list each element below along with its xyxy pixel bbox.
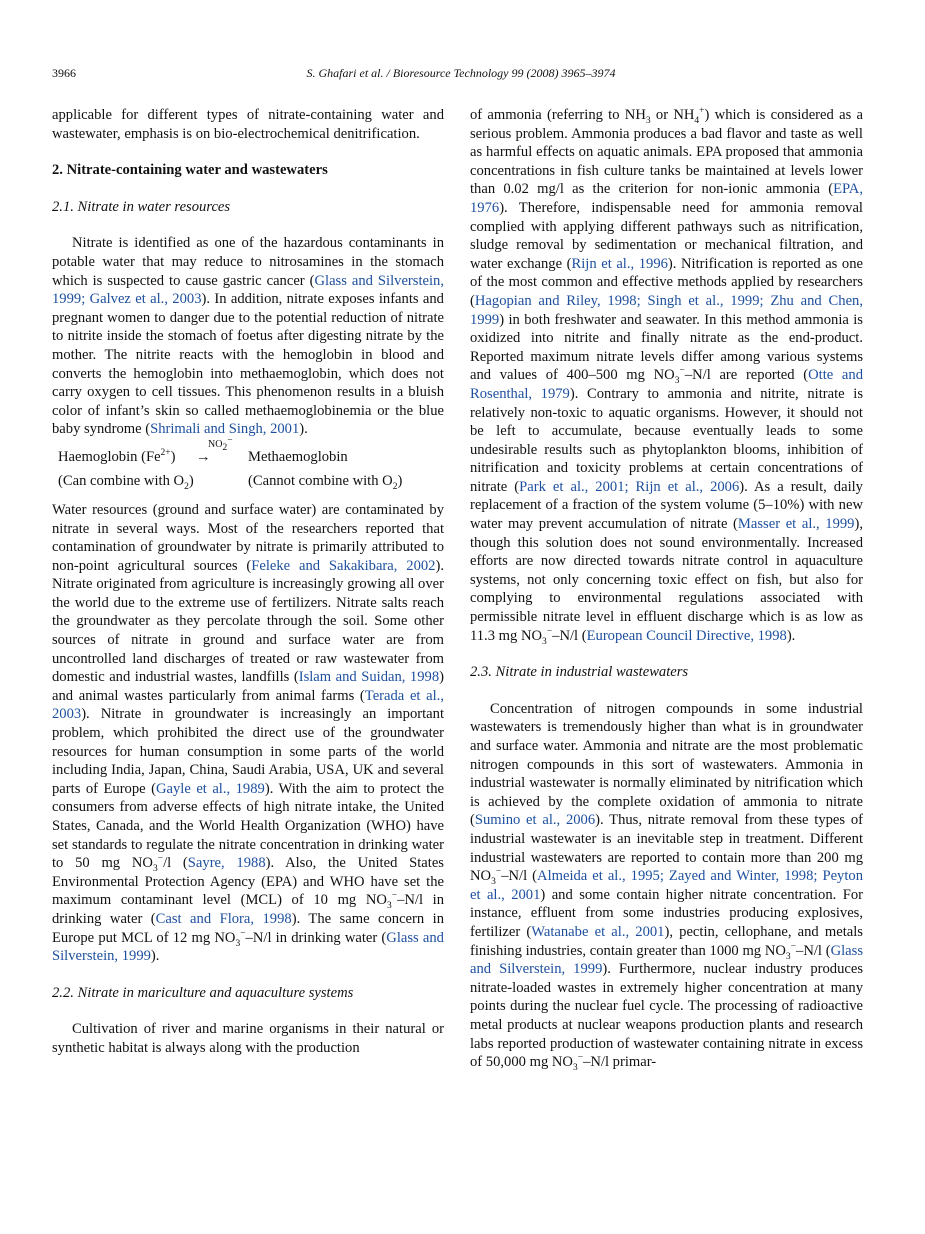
citation-link[interactable]: Watanabe et al., 2001 xyxy=(531,923,665,940)
citation-link[interactable]: Hagopian and Riley, 1998; Singh et al., 1999; Zhu and Chen, 1999 xyxy=(470,292,863,328)
section-2-3-heading: 2.3. Nitrate in industrial wastewaters xyxy=(470,664,689,681)
citation-link[interactable]: Masser et al., 1999 xyxy=(737,516,855,533)
citation-link[interactable]: Terada et al., 2003 xyxy=(52,687,444,723)
citation-link[interactable]: Feleke and Sakakibara, 2002 xyxy=(251,557,436,574)
paragraph-ammonia: of ammonia (referring to $NH_3$ or $NH_4^+$) which is considered as a serious problem. Ammonia produces a bad flavor and taste as well as harmful effects on aquatic animals. EPA proposed that ammonia concentrations in fish culture tanks be maintained at levels lower than 0.02 mg/l as the criterion for non-ionic ammonia (EPA, 1976). Therefore, indispensable need for ammonia removal complied with applying different pathways such as nitrification, sludge removal by sedimentation or mechanical filtration, and water exchange (Rijn et al., 1996). Nitrification is reported as one of the most common and effective methods applied by researchers (Hagopian and Riley, 1998; Singh et al., 1999; Zhu and Chen, 1999) in both freshwater and seawater. In this method ammonia is oxidized into nitrite and finally nitrate as the end-product. Reported maximum nitrate levels differ among various systems and values of 400–500 mg $NO_3^--N/l$ are reported (Otte and Rosenthal, 1979). Contrary to ammonia and nitrite, nitrate is relatively non-toxic to aquatic organisms. However, it should not be left to accumulate, because eventually leads to some undesirable results such as phytoplankton blooms, inhibition of nitrification and toxicity problems at certain concentrations of nitrate (Park et al., 2001; Rijn et al., 2006). As a result, daily replacement of a fraction of the system volume (5–10%) with new water may prevent accumulation of nitrate (Masser et al., 1999), though this solution does not sound environmentally. Increased efforts are now directed towards nitrate control in aquaculture systems, not only concerning toxic effect on fish, but also for complying to environmental regulations associated with permissible nitrate level in effluent discharge which is as low as 11.3 mg $NO_3^--N/l$ (European Council Directive, 1998). xyxy=(470,106,863,647)
left-column xyxy=(52,106,444,1058)
section-2-heading: 2. Nitrate-containing water and wastewaters xyxy=(52,162,328,179)
reaction-arrow: $NO_2^-$ → xyxy=(196,435,233,465)
citation-link[interactable]: Glass and Silverstein, 1999 xyxy=(470,942,863,978)
page-number: 3966 xyxy=(52,66,76,80)
citation-link[interactable]: Sumino et al., 2006 xyxy=(474,812,596,829)
running-head: S. Ghafari et al. / Bioresource Technology 99 (2008) 3965–3974 xyxy=(306,66,616,80)
citation-link[interactable]: Glass and Silverstein, 1999; Galvez et al., 2003 xyxy=(52,272,444,308)
paragraph-aquaculture: Cultivation of river and marine organisms in their natural or synthetic habitat is always along with the production xyxy=(52,1021,444,1056)
paragraph-contamination-sources: Water resources (ground and surface water) are contaminated by nitrate in several ways. Most of the researchers reported that contamination of groundwater by nitrate is primarily attributed to non-point agricultural sources (Feleke and Sakakibara, 2002). Nitrate originated from agriculture is increasingly growing all over the world due to the extreme use of fertilizers. Nitrate salts reach the groundwater as they percolate through the soil. Some other sources of nitrate in ground and surface water are from uncontrolled land discharges of treated or raw wastewater from domestic and industrial wastes, landfills (Islam and Suidan, 1998) and animal wastes particularly from animal farms (Terada et al., 2003). Nitrate in groundwater is increasingly an important problem, which prohibited the direct use of the groundwater resources for human consumption in some parts of the world including India, Japan, China, Saudi Arabia, USA, UK and several parts of Europe (Gayle et al., 1989). With the aim to protect the consumers from adverse effects of high nitrate intake, the United States, Canada, and the World Health Organization (WHO) have set standards to regulate the nitrate concentration in drinking water to 50 mg $NO_3^-/l$ (Sayre, 1988). Also, the United States Environmental Protection Agency (EPA) and WHO have set the maximum contaminant level (MCL) of 10 mg $NO_3^--N/l$ in drinking water (Cast and Flora, 1998). The same concern in Europe put MCL of 12 mg $NO_3^--N/l$ in drinking water (Glass and Silverstein, 1999). xyxy=(52,501,444,965)
running-header xyxy=(52,66,870,86)
citation-link[interactable]: Sayre, 1988 xyxy=(187,855,266,872)
intro-paragraph: applicable for different types of nitrate-containing water and wastewater, emphasis is on bio-electrochemical denitrification. xyxy=(52,107,444,142)
citation-link[interactable]: EPA, 1976 xyxy=(470,181,863,216)
citation-link[interactable]: Almeida et al., 1995; Zayed and Winter, 1998; Peyton et al., 2001 xyxy=(470,868,863,903)
citation-link[interactable]: Otte and Rosenthal, 1979 xyxy=(470,367,863,402)
citation-link[interactable]: Islam and Suidan, 1998 xyxy=(298,669,440,686)
paragraph-nitrate-hazard: Nitrate is identified as one of the hazardous contaminants in potable water that may reduce to nitrosamines in the stomach which is suspected to cause gastric cancer (Glass and Silverstein, 1999; Galvez et al., 2003). In addition, nitrate exposes infants and pregnant women to danger due to the potential reduction of nitrate to nitrite inside the stomach of foetus after digesting nitrate by the mother. The nitrite reacts with the hemoglobin in blood and converts the hemoglobin into methaemoglobin, which does not carry oxygen to cell tissues. This phenomenon results in a bluish color of infant’s skin so called methaemoglobinemia or the blue baby syndrome (Shrimali and Singh, 2001). xyxy=(52,235,444,438)
haemoglobin-equation: Haemoglobin $(Fe^{2+})$ $NO_2^-$ → Methaemoglobin (Can combine with $O_2$) (Cannot combine with $O_2$) xyxy=(58,435,403,492)
citation-link[interactable]: Shrimali and Singh, 2001 xyxy=(150,421,300,438)
citation-link[interactable]: European Council Directive, 1998 xyxy=(586,627,787,644)
paragraph-industrial: Concentration of nitrogen compounds in some industrial wastewaters is tremendously higher than what is in groundwater and surface water. Ammonia and nitrate are the most problematic nitrogen compounds in this sort of wastewaters. Ammonia in industrial wastewater is normally eliminated by nitrification which is achieved by the complete oxidation of ammonia to nitrate (Sumino et al., 2006). Thus, nitrate removal from these types of industrial wastewater is an inevitable step in treatment. Different industrial wastewaters are reported to contain more than 200 mg $NO_3^--N/l$ (Almeida et al., 1995; Zayed and Winter, 1998; Peyton et al., 2001) and some contain higher nitrate concentration. For instance, effluent from some industries producing explosives, fertilizer (Watanabe et al., 2001), pectin, cellophane, and metals finishing industries, contain greater than 1000 mg $NO_3^--N/l$ (Glass and Silverstein, 1999). Furthermore, nuclear industry produces nitrate-loaded wastes in extremely higher concentration at many points during the nuclear fuel cycle. The processing of radioactive metal products at nuclear weapons production plants and research labs reported production of wastewater containing nitrate in excess of 50,000 mg $NO_3^--N/l$ primar- xyxy=(470,700,863,1073)
right-column xyxy=(470,106,863,1072)
section-2-1-heading: 2.1. Nitrate in water resources xyxy=(52,198,231,215)
section-2-2-heading: 2.2. Nitrate in mariculture and aquaculture systems xyxy=(52,984,354,1001)
citation-link[interactable]: Gayle et al., 1989 xyxy=(155,780,265,797)
citation-link[interactable]: Cast and Flora, 1998 xyxy=(155,910,292,927)
citation-link[interactable]: Rijn et al., 1996 xyxy=(571,255,668,272)
citation-link[interactable]: Glass and Silverstein, 1999 xyxy=(52,929,444,965)
citation-link[interactable]: Park et al., 2001; Rijn et al., 2006 xyxy=(519,478,740,495)
